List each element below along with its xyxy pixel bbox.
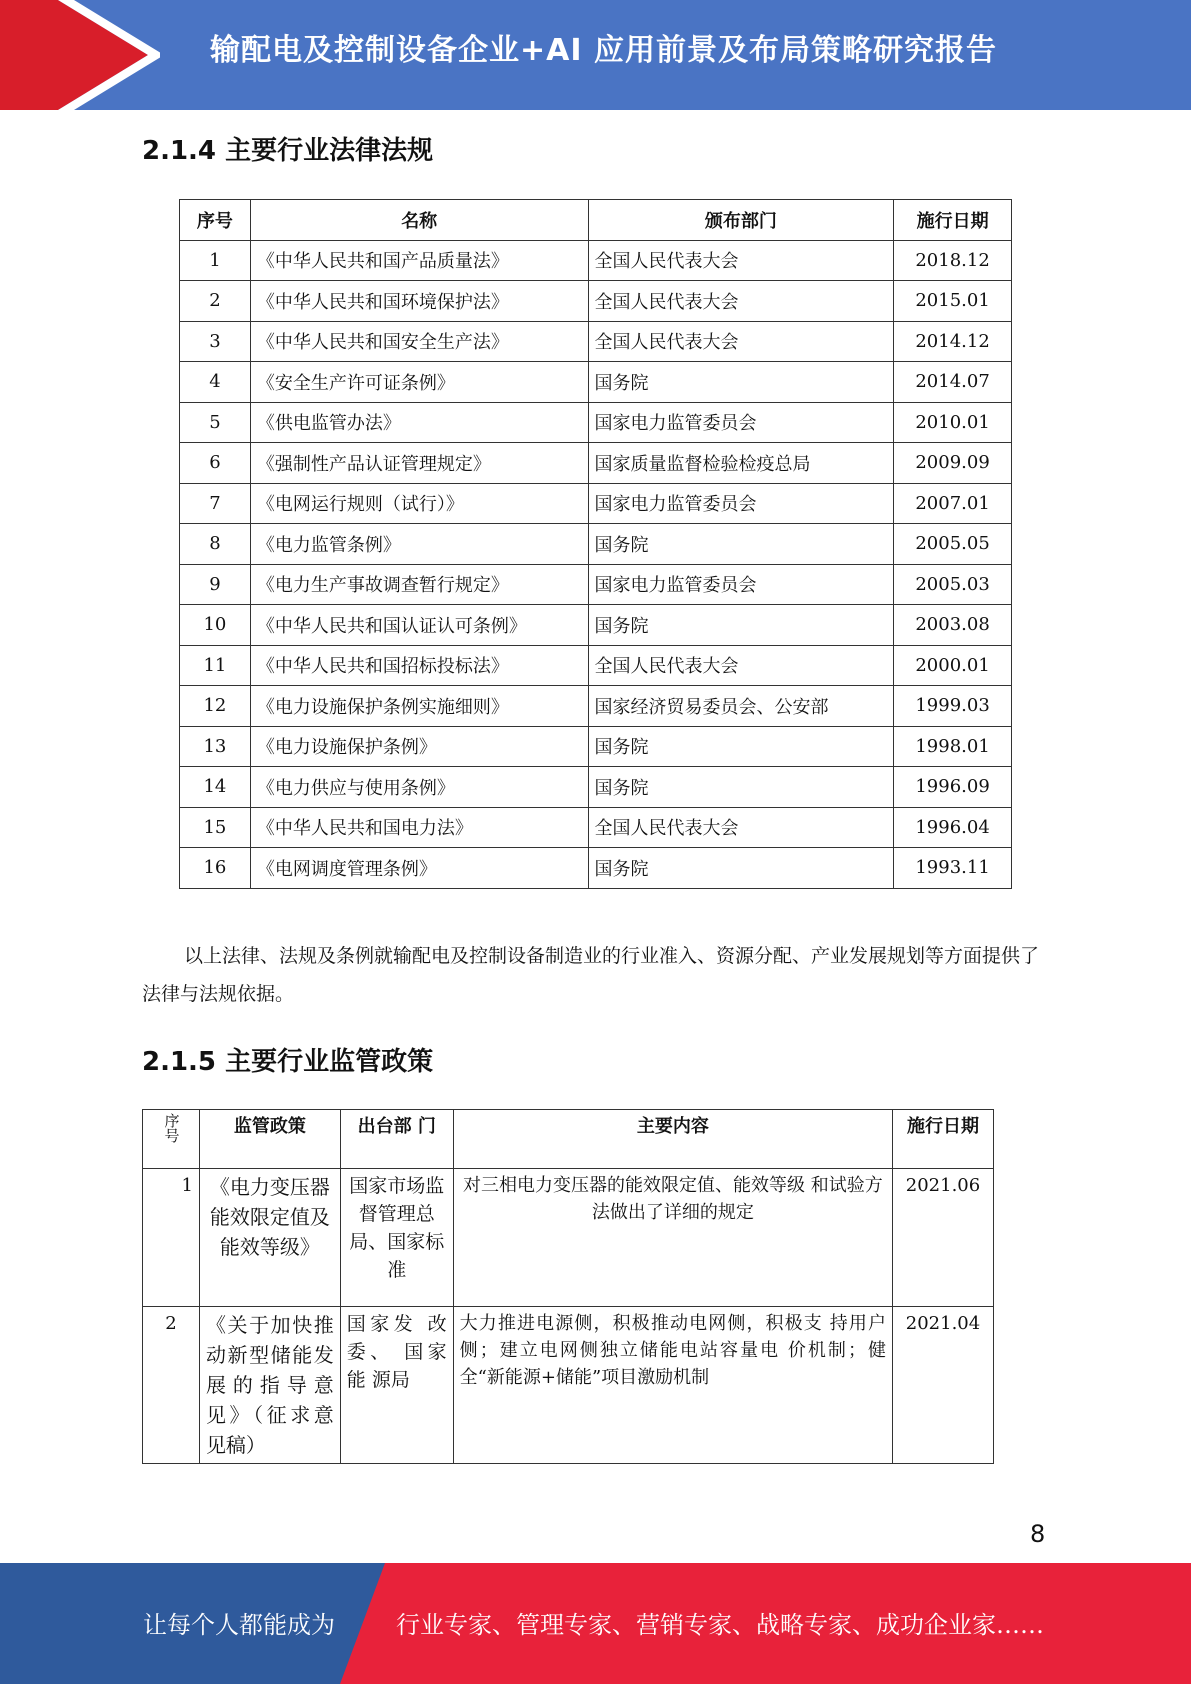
cell-date: 2003.08 (894, 605, 1012, 646)
footer-slogan-left: 让每个人都能成为 (143, 1611, 335, 1639)
cell-name: 《电力监管条例》 (250, 524, 588, 565)
cell-name: 《中华人民共和国电力法》 (250, 807, 588, 848)
cell-dept: 国务院 (588, 726, 894, 767)
cell-date: 2005.03 (894, 564, 1012, 605)
table-row (180, 402, 1012, 443)
cell-date: 2015.01 (894, 281, 1012, 322)
cell-policy: 《关于加快推动新型储能发展的指导意见》（征求意见稿） (199, 1307, 340, 1464)
laws-table-header (180, 200, 1012, 241)
cell-name: 《电网运行规则（试行）》 (250, 483, 588, 524)
cell-date: 2021.04 (893, 1307, 994, 1464)
cell-date: 2010.01 (894, 402, 1012, 443)
table-row (180, 767, 1012, 808)
cell-no: 3 (180, 321, 251, 362)
cell-no: 13 (180, 726, 251, 767)
cell-name: 《中华人民共和国产品质量法》 (250, 240, 588, 281)
cell-dept: 国家市场监督管理总局、国家标准 (340, 1169, 453, 1307)
cell-dept: 国家电力监管委员会 (588, 402, 894, 443)
policy-table (142, 1109, 994, 1464)
cell-name: 《中华人民共和国认证认可条例》 (250, 605, 588, 646)
cell-name: 《中华人民共和国安全生产法》 (250, 321, 588, 362)
col-header-date: 施行日期 (894, 200, 1012, 241)
cell-no: 2 (143, 1307, 200, 1464)
cell-date: 1998.01 (894, 726, 1012, 767)
header-arrow-decoration (0, 0, 160, 110)
cell-name: 《中华人民共和国环境保护法》 (250, 281, 588, 322)
cell-dept: 国家质量监督检验检疫总局 (588, 443, 894, 484)
col-header-name: 名称 (250, 200, 588, 241)
col-header-date: 施行日期 (893, 1110, 994, 1169)
cell-no: 8 (180, 524, 251, 565)
cell-no: 1 (143, 1169, 200, 1307)
cell-no: 16 (180, 848, 251, 889)
cell-dept: 全国人民代表大会 (588, 807, 894, 848)
cell-name: 《电力生产事故调查暂行规定》 (250, 564, 588, 605)
table-row (180, 645, 1012, 686)
cell-content: 对三相电力变压器的能效限定值、能效等级 和试验方法做出了详细的规定 (453, 1169, 892, 1307)
cell-name: 《安全生产许可证条例》 (250, 362, 588, 403)
cell-content: 大力推进电源侧，积极推动电网侧，积极支 持用户侧；建立电网侧独立储能电站容量电 价机制；健全“新能源+储能”项目激励机制 (453, 1307, 892, 1464)
cell-no: 10 (180, 605, 251, 646)
cell-date: 1996.09 (894, 767, 1012, 808)
table-row (180, 240, 1012, 281)
cell-name: 《电力设施保护条例》 (250, 726, 588, 767)
cell-policy: 《电力变压器能效限定值及能效等级》 (199, 1169, 340, 1307)
policy-table-header (143, 1110, 994, 1169)
cell-no: 9 (180, 564, 251, 605)
cell-dept: 全国人民代表大会 (588, 321, 894, 362)
cell-date: 1993.11 (894, 848, 1012, 889)
cell-date: 2009.09 (894, 443, 1012, 484)
cell-dept: 国务院 (588, 524, 894, 565)
cell-dept: 国务院 (588, 362, 894, 403)
page-header (0, 0, 1191, 110)
cell-dept: 国家经济贸易委员会、公安部 (588, 686, 894, 727)
cell-date: 2014.07 (894, 362, 1012, 403)
cell-date: 2000.01 (894, 645, 1012, 686)
cell-no: 4 (180, 362, 251, 403)
table-row (180, 362, 1012, 403)
section-heading-policy: 2.1.5 主要行业监管政策 (142, 1047, 434, 1077)
cell-date: 1999.03 (894, 686, 1012, 727)
cell-dept: 国务院 (588, 605, 894, 646)
cell-name: 《电力供应与使用条例》 (250, 767, 588, 808)
table-row (180, 483, 1012, 524)
table-row (143, 1307, 994, 1464)
cell-no: 15 (180, 807, 251, 848)
cell-date: 2014.12 (894, 321, 1012, 362)
cell-dept: 全国人民代表大会 (588, 645, 894, 686)
cell-dept: 全国人民代表大会 (588, 281, 894, 322)
table-row (180, 564, 1012, 605)
footer-slogan-right: 行业专家、管理专家、营销专家、战略专家、成功企业家…… (396, 1611, 1044, 1639)
table-row (180, 605, 1012, 646)
cell-date: 2007.01 (894, 483, 1012, 524)
cell-dept: 国家电力监管委员会 (588, 564, 894, 605)
col-header-content: 主要内容 (453, 1110, 892, 1169)
cell-no: 1 (180, 240, 251, 281)
table-row (180, 807, 1012, 848)
col-header-dept: 颁布部门 (588, 200, 894, 241)
cell-name: 《电网调度管理条例》 (250, 848, 588, 889)
cell-date: 2021.06 (893, 1169, 994, 1307)
cell-dept: 全国人民代表大会 (588, 240, 894, 281)
table-row (180, 524, 1012, 565)
cell-dept: 国务院 (588, 848, 894, 889)
cell-no: 5 (180, 402, 251, 443)
cell-name: 《供电监管办法》 (250, 402, 588, 443)
table-row (180, 726, 1012, 767)
cell-dept: 国家电力监管委员会 (588, 483, 894, 524)
cell-dept: 国务院 (588, 767, 894, 808)
report-title: 输配电及控制设备企业+AI 应用前景及布局策略研究报告 (210, 33, 997, 68)
col-header-dept: 出台部 门 (340, 1110, 453, 1169)
cell-date: 1996.04 (894, 807, 1012, 848)
table-row (180, 686, 1012, 727)
cell-no: 11 (180, 645, 251, 686)
cell-date: 2018.12 (894, 240, 1012, 281)
cell-date: 2005.05 (894, 524, 1012, 565)
table-row (180, 848, 1012, 889)
cell-no: 12 (180, 686, 251, 727)
cell-no: 2 (180, 281, 251, 322)
table-row (180, 443, 1012, 484)
summary-paragraph: 以上法律、法规及条例就输配电及控制设备制造业的行业准入、资源分配、产业发展规划等方面提供了法律与法规依据。 (142, 945, 1040, 1005)
table-row (180, 321, 1012, 362)
cell-name: 《中华人民共和国招标投标法》 (250, 645, 588, 686)
section-heading-laws: 2.1.4 主要行业法律法规 (142, 136, 434, 166)
table-row (143, 1169, 994, 1307)
laws-table (179, 199, 1012, 889)
col-header-no-text: 序号 (162, 1113, 181, 1143)
col-header-no: 序号 (180, 200, 251, 241)
page-number: 8 (1030, 1520, 1046, 1548)
cell-no: 14 (180, 767, 251, 808)
cell-name: 《电力设施保护条例实施细则》 (250, 686, 588, 727)
cell-name: 《强制性产品认证管理规定》 (250, 443, 588, 484)
cell-no: 6 (180, 443, 251, 484)
cell-dept: 国家发 改委、 国家能 源局 (340, 1307, 453, 1464)
col-header-policy: 监管政策 (199, 1110, 340, 1169)
col-header-no (143, 1110, 200, 1169)
cell-no: 7 (180, 483, 251, 524)
table-row (180, 281, 1012, 322)
